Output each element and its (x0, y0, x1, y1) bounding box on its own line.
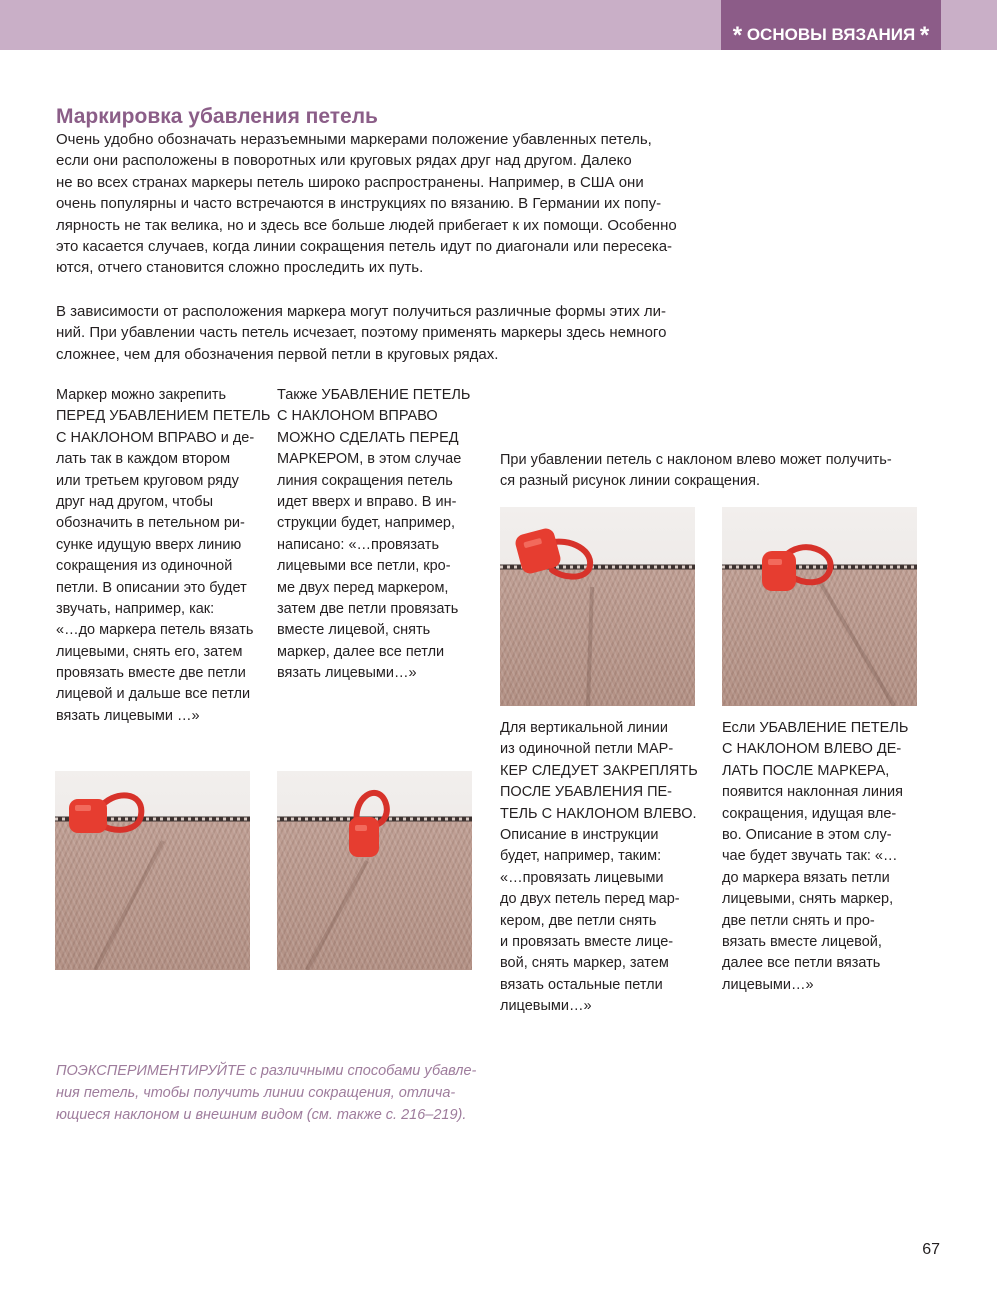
column-line: вязать лицевыми …» (56, 707, 200, 724)
column-line: сунке идущую вверх линию (56, 536, 242, 553)
column-line: лицевыми…» (722, 976, 814, 993)
column-line: или третьем круговом ряду (56, 472, 239, 489)
column-marker-before-right-decrease (56, 385, 270, 727)
column-line: вязать остальные петли (500, 976, 663, 993)
column-line: друг над другом, чтобы (56, 493, 213, 510)
column-line: из одиночной петли МАР- (500, 741, 674, 758)
paragraph-line: ются, отчего становится сложно проследить их путь. (56, 259, 424, 277)
column-line: кером, две петли снять (500, 912, 657, 929)
photo-marker-after-left-decrease-vertical (500, 507, 695, 706)
column-line: далее все петли вязать (722, 955, 881, 972)
column-line: линия сокращения петель (277, 472, 453, 489)
column-line: сокращения, идущая вле- (722, 805, 897, 822)
stitch-marker-icon (69, 795, 141, 833)
column-line: затем две петли провязать (277, 600, 459, 617)
column-line: С НАКЛОНОМ ВПРАВО и де- (56, 429, 255, 446)
column-line: лать так в каждом втором (56, 451, 231, 468)
paragraph-line: не во всех странах маркеры петель широко распространены. Например, в США они (56, 173, 644, 191)
decrease-line (818, 579, 894, 706)
tip-line: ющиеся наклоном и внешним видом (см. также с. 216–219). (56, 1107, 467, 1123)
decrease-line (95, 841, 163, 970)
column-line: лицевыми, снять маркер, (722, 891, 894, 908)
photo-right-decrease-before-marker (277, 771, 472, 970)
column-line: до маркера вязать петли (722, 869, 890, 886)
column-line: «…провязать лицевыми (500, 869, 664, 886)
column-line: МОЖНО СДЕЛАТЬ ПЕРЕД (277, 429, 459, 446)
tip-line: ния петель, чтобы получить линии сокращения, отлича- (56, 1085, 456, 1101)
paragraph-line: это касается случаев, когда линии сокращения петель идут по диагонали или пересека- (56, 237, 673, 255)
paragraph-line: ний. При убавлении часть петель исчезает, поэтому применять маркеры здесь немного (56, 324, 667, 342)
column-line: ПЕРЕД УБАВЛЕНИЕМ ПЕТЕЛЬ (56, 408, 271, 425)
marker-overlay (55, 771, 250, 970)
column-line: обозначить в петельном ри- (56, 515, 245, 532)
photo-marker-before-right-decrease (55, 771, 250, 970)
column-line: Если УБАВЛЕНИЕ ПЕТЕЛЬ (722, 720, 909, 736)
column-line: ЛАТЬ ПОСЛЕ МАРКЕРА, (722, 762, 890, 779)
column-line: Для вертикальной линии (500, 720, 668, 736)
column-line: петли. В описании это будет (56, 579, 247, 596)
stitch-marker-icon (349, 793, 387, 857)
column-line: Маркер можно закрепить (56, 387, 227, 403)
column-line: вязать вместе лицевой, (722, 933, 882, 950)
column-line: лицевыми все петли, кро- (277, 558, 451, 575)
column-line: будет, например, таким: (500, 848, 662, 865)
column-line: написано: «…провязать (277, 536, 439, 553)
paragraph-line: очень популярны и часто встречаются в инструкциях по вязанию. В Германии их попу- (56, 195, 662, 213)
section-title: ОСНОВЫ ВЯЗАНИЯ (746, 25, 916, 44)
column-line: две петли снять и про- (722, 912, 875, 929)
column-line: «…до маркера петель вязать (56, 622, 254, 639)
column-slanted-line (722, 718, 908, 996)
paragraph-line: В зависимости от расположения маркера могут получиться различные формы этих ли- (56, 303, 667, 320)
decrease-line (307, 861, 367, 970)
paragraph-line: Очень удобно обозначать неразъемными маркерами положение убавленных петель, (56, 131, 652, 148)
caption-line: ся разный рисунок линии сокращения. (500, 473, 760, 490)
column-line: Также УБАВЛЕНИЕ ПЕТЕЛЬ (277, 387, 471, 403)
caption-line: При убавлении петель с наклоном влево может получить- (500, 452, 892, 468)
column-line: сокращения из одиночной (56, 558, 233, 575)
paragraph-line: если они расположены в поворотных или круговых рядах друг над другом. Далеко (56, 152, 632, 170)
photo-left-decrease-after-marker-slanted (722, 507, 917, 706)
column-line: КЕР СЛЕДУЕТ ЗАКРЕПЛЯТЬ (500, 762, 698, 779)
decrease-line (588, 587, 592, 706)
column-line: вместе лицевой, снять (277, 622, 431, 639)
section-header (721, 0, 941, 50)
asterisk-left-icon: * (732, 22, 743, 49)
marker-overlay (277, 771, 472, 970)
column-line: лицевыми…» (500, 998, 592, 1015)
paragraph-line: сложнее, чем для обозначения первой петли в круговых рядах. (56, 345, 499, 363)
column-line: вой, снять маркер, затем (500, 955, 669, 972)
column-line: и провязать вместе лице- (500, 933, 674, 950)
page-number: 67 (922, 1241, 940, 1258)
column-line: идет вверх и вправо. В ин- (277, 493, 457, 510)
column-line: ТЕЛЬ С НАКЛОНОМ ВЛЕВО. (500, 805, 697, 822)
column-right-decrease-before-marker (277, 385, 470, 684)
paragraph-line: лярность не так велика, но и здесь все больше людей прибегает к их помощи. Особенно (56, 216, 677, 234)
column-line: появится наклонная линия (722, 784, 903, 801)
column-line: вязать лицевыми…» (277, 665, 417, 682)
column-line: чае будет звучать так: «… (722, 848, 898, 865)
column-line: до двух петель перед мар- (500, 891, 680, 908)
marker-overlay (722, 507, 917, 706)
tip-note (56, 1060, 476, 1126)
left-decrease-caption (500, 450, 892, 493)
column-line: Описание в инструкции (500, 826, 659, 843)
asterisk-right-icon: * (919, 22, 930, 49)
column-line: лицевыми, снять его, затем (56, 643, 243, 660)
column-line: провязать вместе две петли (56, 665, 246, 682)
intro-paragraph-1 (56, 129, 677, 279)
column-line: С НАКЛОНОМ ВПРАВО (277, 408, 438, 425)
column-line: ме двух перед маркером, (277, 579, 449, 596)
column-line: С НАКЛОНОМ ВЛЕВО ДЕ- (722, 741, 902, 758)
column-line: звучать, например, как: (56, 600, 215, 617)
page-title: Маркировка убавления петель (56, 105, 378, 128)
marker-overlay (500, 507, 695, 706)
column-line: ПОСЛЕ УБАВЛЕНИЯ ПЕ- (500, 784, 672, 801)
intro-paragraph-2 (56, 301, 666, 365)
column-vertical-line (500, 718, 698, 1017)
column-line: струкции будет, например, (277, 515, 456, 532)
column-line: лицевой и дальше все петли (56, 686, 251, 703)
column-line: во. Описание в этом слу- (722, 826, 892, 843)
column-line: МАРКЕРОМ, в этом случае (277, 451, 462, 468)
column-line: маркер, далее все петли (277, 643, 445, 660)
tip-line: ПОЭКСПЕРИМЕНТИРУЙТЕ с различными способами убавле- (56, 1063, 477, 1079)
